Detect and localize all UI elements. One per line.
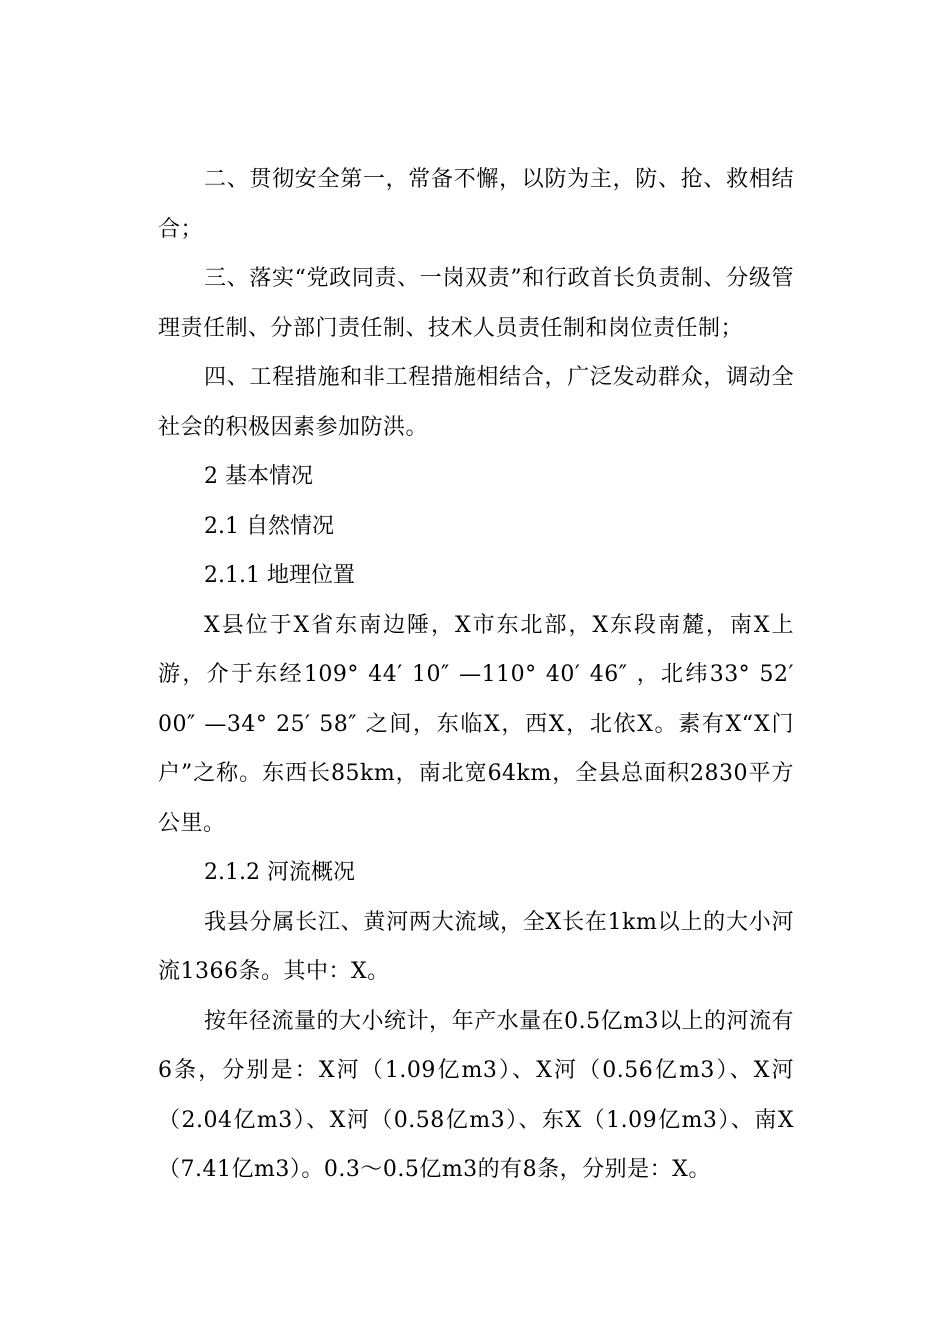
section-2-1-1-heading: 2.1.1 地理位置	[204, 563, 355, 588]
river-overview-paragraph: 我县分属长江、黄河两大流域，全X长在1km以上的大小河流1366条。其中：X。	[158, 909, 794, 984]
principle-4-paragraph: 四、工程措施和非工程措施相结合，广泛发动群众，调动全社会的积极因素参加防洪。	[158, 365, 794, 440]
document-page	[158, 155, 794, 1195]
principle-2-paragraph: 二、贯彻安全第一，常备不懈，以防为主，防、抢、救相结合；	[158, 167, 794, 242]
section-2-1-heading: 2.1 自然情况	[204, 513, 334, 539]
section-2-heading: 2 基本情况	[204, 464, 313, 489]
section-2-1-2-heading: 2.1.2 河流概况	[204, 860, 355, 885]
principle-3-paragraph: 三、落实“党政同责、一岗双责”和行政首长负责制、分级管理责任制、分部门责任制、技术人员责任制和岗位责任制；	[158, 266, 794, 341]
river-runoff-paragraph: 按年径流量的大小统计，年产水量在0.5亿m3以上的河流有6条，分别是：X河（1.09亿m3）、X河（0.56亿m3）、X河（2.04亿m3）、X河（0.58亿m3）、东X（1.09亿m3）、南X（7.41亿m3）。0.3～0.5亿m3的有8条，分别是：X。	[158, 1008, 794, 1182]
geography-paragraph: X县位于X省东南边陲，X市东北部，X东段南麓，南X上游，介于东经109° 44′ 10″ —110° 40′ 46″ ，北纬33° 52′ 00″ —34° 25′ 58″ 之间，东临X，西X，北依X。素有X“X门户”之称。东西长85km，南北宽64km，全县总面积2830平方公里。	[158, 612, 794, 836]
